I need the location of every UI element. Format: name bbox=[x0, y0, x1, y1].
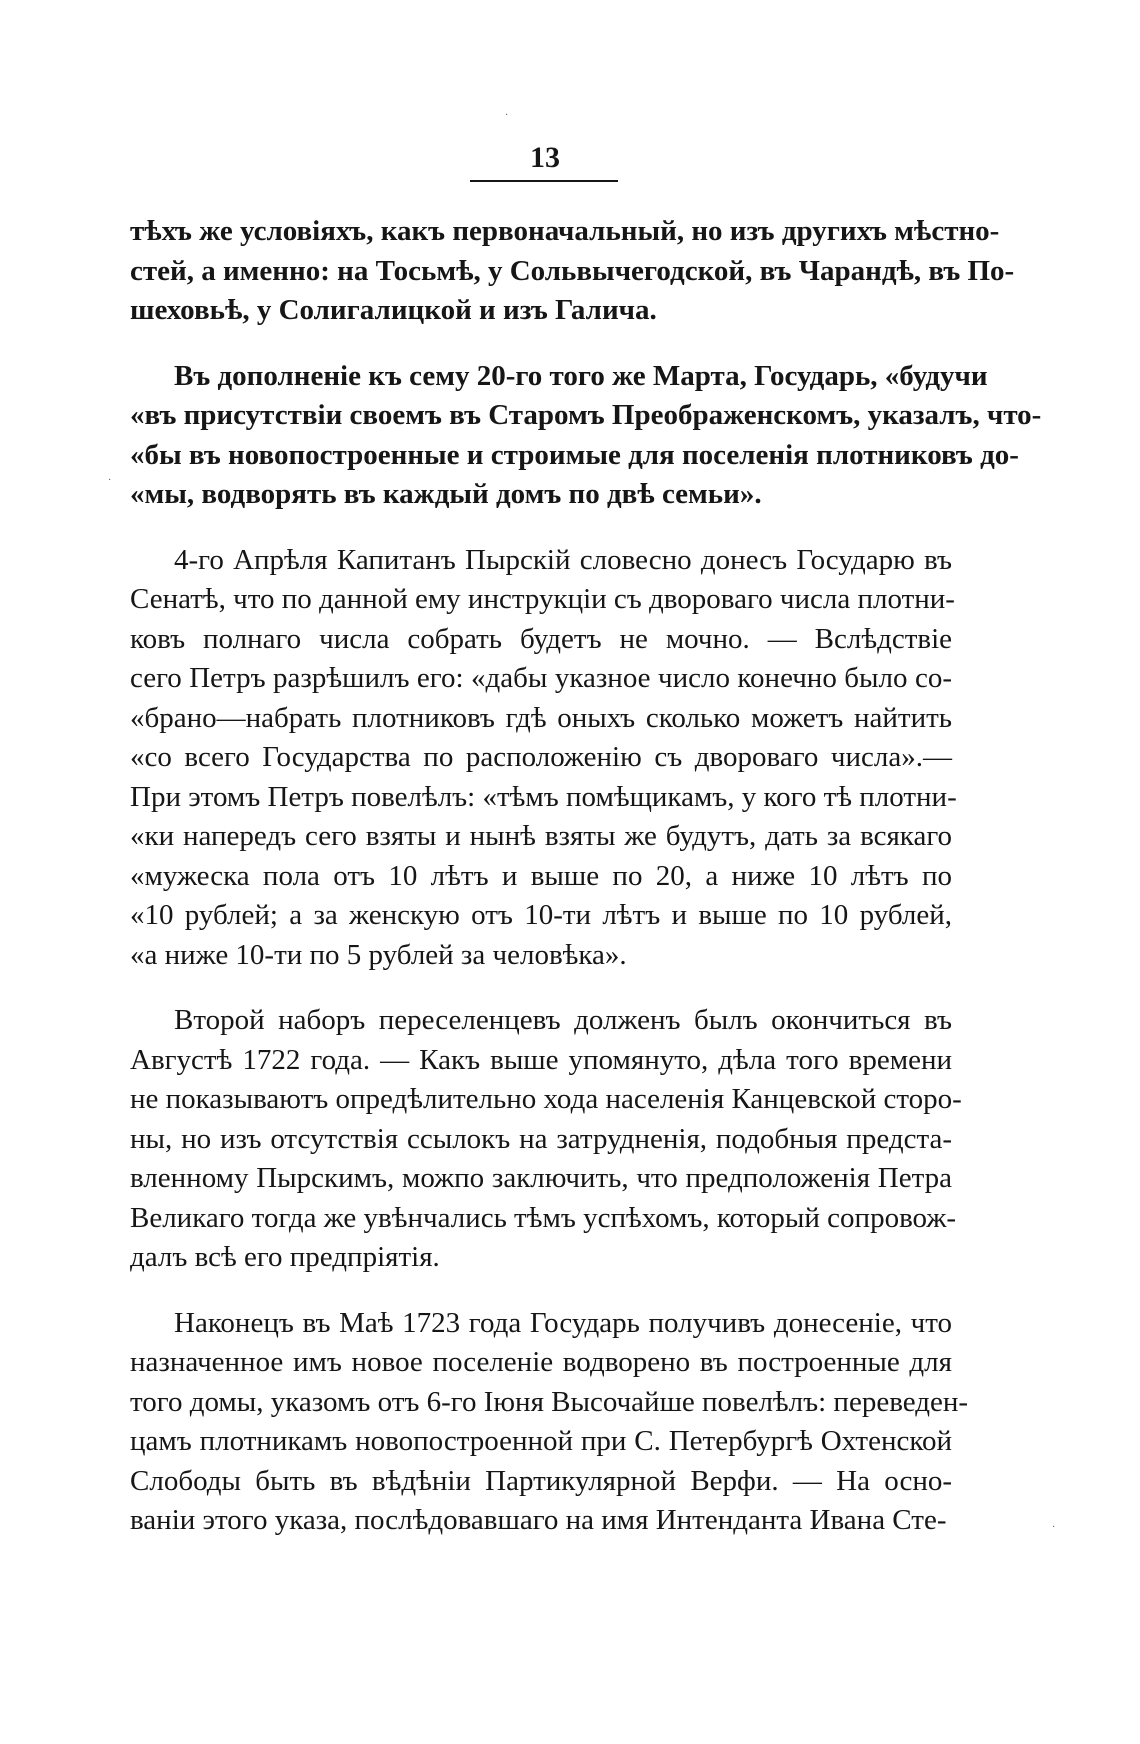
text-line: ваніи этого указа, послѣдовавшаго на имя Интенданта Ивана Сте- bbox=[130, 1504, 947, 1536]
text-line: «ки напередъ сего взяты и нынѣ взяты же будутъ, дать за всякаго bbox=[130, 820, 952, 852]
scan-speck: · bbox=[108, 475, 112, 486]
text-line: «брано—набрать плотниковъ гдѣ оныхъ сколько можетъ найтить bbox=[130, 701, 952, 734]
paragraph bbox=[130, 541, 957, 976]
text-line: стей, а именно: на Тосьмѣ, у Сольвычегодской, въ Чарандѣ, въ По- bbox=[130, 254, 1015, 287]
text-line: «а ниже 10-ти по 5 рублей за человѣка». bbox=[130, 938, 627, 971]
text-line: «мы, водворять въ каждый домъ по двѣ семьи». bbox=[130, 478, 762, 510]
text-line: не показываютъ опредѣлительно хода населенія Канцевской сторо- bbox=[130, 1083, 962, 1115]
text-line: Наконецъ въ Маѣ 1723 года Государь получивъ донесеніе, что bbox=[174, 1306, 952, 1339]
text-line: Въ дополненіе къ сему 20-го того же Марта, Государь, «будучи bbox=[174, 359, 988, 392]
text-line: Великаго тогда же увѣнчались тѣмъ успѣхомъ, который сопровож- bbox=[130, 1201, 957, 1234]
text-line: Сенатѣ, что по данной ему инструкціи съ двороваго числа плотни- bbox=[130, 583, 955, 615]
text-line: «со всего Государства по расположенію съ двороваго числа».— bbox=[130, 741, 952, 773]
scan-speck: · bbox=[505, 110, 509, 121]
text-line: тѣхъ же условіяхъ, какъ первоначальный, но изъ другихъ мѣстно- bbox=[130, 215, 1000, 247]
text-line: ны, но изъ отсутствія ссылокъ на затрудненія, подобныя предста- bbox=[130, 1122, 952, 1155]
text-line: «въ присутствіи своемъ въ Старомъ Преображенскомъ, указалъ, что- bbox=[130, 399, 1042, 431]
text-line: Второй наборъ переселенцевъ долженъ былъ окончиться въ bbox=[174, 1004, 952, 1036]
text-line: сего Петръ разрѣшилъ его: «дабы указное число конечно было со- bbox=[130, 662, 952, 694]
body-text bbox=[130, 212, 1042, 1567]
text-line: назначенное имъ новое поселеніе водворено въ построенные для bbox=[130, 1346, 952, 1378]
text-line: того домы, указомъ отъ 6-го Іюня Высочайше повелѣлъ: переведен- bbox=[130, 1385, 969, 1418]
paragraph bbox=[130, 357, 1042, 515]
text-line: «бы въ новопостроенные и строимые для поселенія плотниковъ до- bbox=[130, 438, 1019, 471]
scan-speck: · bbox=[1052, 1522, 1056, 1533]
text-line: цамъ плотникамъ новопостроенной при С. Петербургѣ Охтенской bbox=[130, 1425, 952, 1457]
text-line: При этомъ Петръ повелѣлъ: «тѣмъ помѣщикамъ, у кого тѣ плотни- bbox=[130, 780, 957, 813]
text-line: «мужеска пола отъ 10 лѣтъ и выше по 20, а ниже 10 лѣтъ по bbox=[130, 859, 952, 892]
text-line: Августѣ 1722 года. — Какъ выше упомянуто, дѣла того времени bbox=[130, 1043, 952, 1076]
text-line: вленному Пырскимъ, можпо заключить, что предположенія Петра bbox=[130, 1162, 952, 1194]
paragraph bbox=[130, 1001, 962, 1278]
paragraph bbox=[130, 1304, 969, 1541]
text-line: шеховьѣ, у Солигалицкой и изъ Галича. bbox=[130, 294, 657, 326]
page-number: 13 bbox=[530, 141, 560, 174]
header-rule bbox=[470, 180, 618, 182]
text-line: «10 рублей; а за женскую отъ 10-ти лѣтъ и выше по 10 рублей, bbox=[130, 899, 952, 931]
text-line: ковъ полнаго числа собрать будетъ не мочно. — Вслѣдствіе bbox=[130, 622, 952, 655]
text-line: 4-го Апрѣля Капитанъ Пырскій словесно донесъ Государю въ bbox=[174, 543, 952, 576]
paragraph bbox=[130, 212, 1015, 331]
text-line: далъ всѣ его предпріятія. bbox=[130, 1241, 440, 1273]
text-line: Слободы быть въ вѣдѣніи Партикулярной Верфи. — На осно- bbox=[130, 1464, 952, 1497]
